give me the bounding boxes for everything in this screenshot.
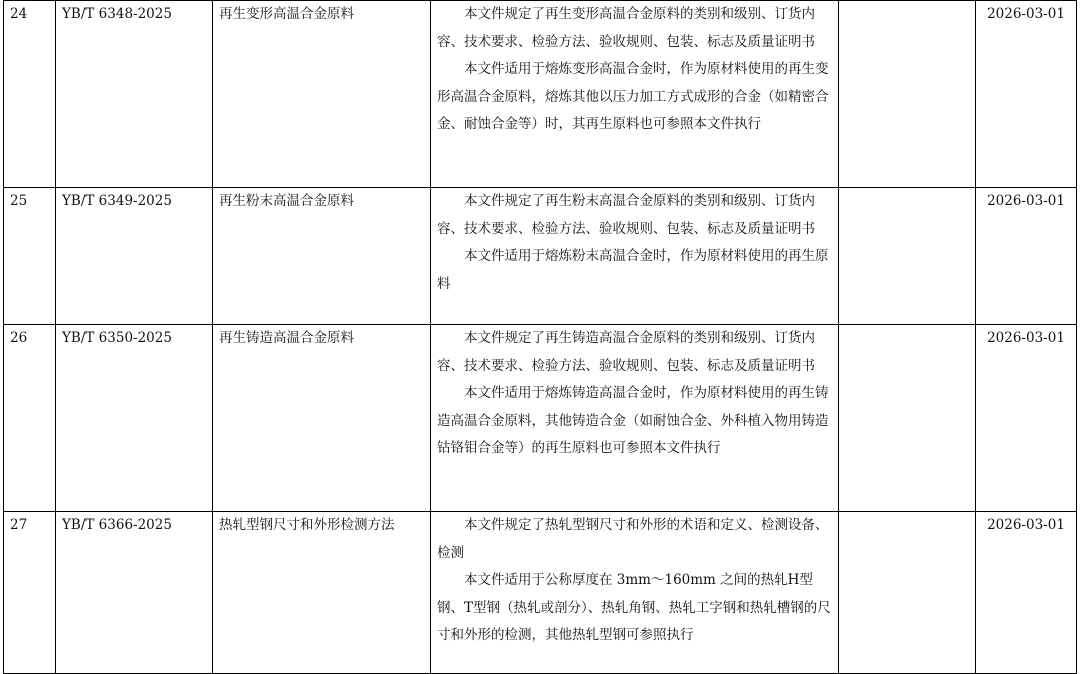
replaced-standard	[839, 1, 976, 188]
standard-code: YB/T 6348-2025	[56, 1, 213, 188]
standard-scope	[431, 1, 839, 188]
table-row	[4, 512, 1077, 674]
standards-table	[3, 0, 1077, 674]
replaced-standard	[839, 188, 976, 325]
scope-paragraph: 本文件规定了再生变形高温合金原料的类别和级别、订货内容、技术要求、检验方法、验收规则、包装、标志及质量证明书	[437, 6, 815, 50]
effective-date: 2026-03-01	[976, 325, 1077, 512]
standard-code: YB/T 6349-2025	[56, 188, 213, 325]
scope-paragraph: 本文件规定了再生铸造高温合金原料的类别和级别、订货内容、技术要求、检验方法、验收规则、包装、标志及质量证明书	[437, 330, 815, 374]
row-number: 26	[4, 325, 56, 512]
standard-name: 再生变形高温合金原料	[213, 1, 431, 188]
standard-code: YB/T 6350-2025	[56, 325, 213, 512]
row-number: 24	[4, 1, 56, 188]
standard-name: 再生粉末高温合金原料	[213, 188, 431, 325]
scope-paragraph: 本文件适用于熔炼粉末高温合金时，作为原材料使用的再生原料	[437, 248, 829, 292]
scope-paragraph: 本文件规定了热轧型钢尺寸和外形的术语和定义、检测设备、检测	[437, 517, 829, 561]
table-row	[4, 188, 1077, 325]
row-number: 25	[4, 188, 56, 325]
replaced-standard	[839, 325, 976, 512]
scope-paragraph: 本文件适用于熔炼变形高温合金时，作为原材料使用的再生变形高温合金原料，熔炼其他以压力加工方式成形的合金（如精密合金、耐蚀合金等）时，其再生原料也可参照本文件执行	[437, 61, 829, 132]
scope-paragraph: 本文件适用于公称厚度在 3mm～160mm 之间的热轧H型钢、T型钢（热轧或剖分）、热轧角钢、热轧工字钢和热轧槽钢的尺寸和外形的检测，其他热轧型钢可参照执行	[437, 572, 831, 643]
standard-scope	[431, 512, 839, 674]
effective-date: 2026-03-01	[976, 188, 1077, 325]
standard-scope	[431, 325, 839, 512]
table-row	[4, 1, 1077, 188]
scope-paragraph: 本文件规定了再生粉末高温合金原料的类别和级别、订货内容、技术要求、检验方法、验收规则、包装、标志及质量证明书	[437, 193, 815, 237]
scope-paragraph: 本文件适用于熔炼铸造高温合金时，作为原材料使用的再生铸造高温合金原料，其他铸造合金（如耐蚀合金、外科植入物用铸造钴铬钼合金等）的再生原料也可参照本文件执行	[437, 385, 829, 456]
effective-date: 2026-03-01	[976, 1, 1077, 188]
standard-code: YB/T 6366-2025	[56, 512, 213, 674]
standard-name: 再生铸造高温合金原料	[213, 325, 431, 512]
table-row	[4, 325, 1077, 512]
standard-scope	[431, 188, 839, 325]
standard-name: 热轧型钢尺寸和外形检测方法	[213, 512, 431, 674]
effective-date: 2026-03-01	[976, 512, 1077, 674]
row-number: 27	[4, 512, 56, 674]
replaced-standard	[839, 512, 976, 674]
